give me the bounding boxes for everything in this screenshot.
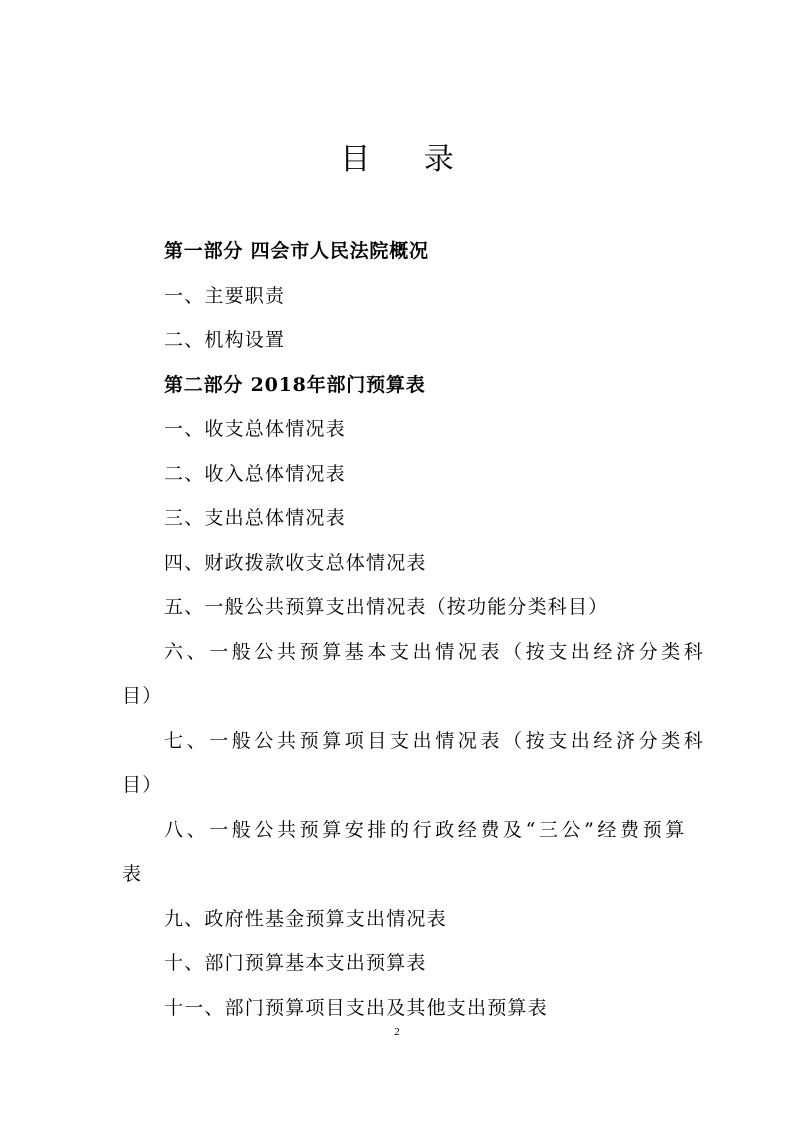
table-of-contents bbox=[122, 229, 707, 1030]
toc-item-general-budget-project-expenditure[interactable]: 七、一般公共预算项目支出情况表（按支出经济分类科 bbox=[164, 729, 707, 752]
toc-item-main-duties[interactable]: 一、主要职责 bbox=[164, 284, 286, 307]
toc-item-project-and-other-expenditure-budget[interactable]: 十一、部门预算项目支出及其他支出预算表 bbox=[164, 996, 548, 1019]
toc-item-expenditure-overview[interactable]: 三、支出总体情况表 bbox=[164, 507, 346, 529]
toc-item-revenue-overview[interactable]: 二、收入总体情况表 bbox=[164, 462, 346, 485]
toc-item-fiscal-appropriation-overview[interactable]: 四、财政拨款收支总体情况表 bbox=[164, 551, 427, 574]
toc-item-continuation[interactable]: 表 bbox=[122, 863, 143, 885]
toc-item-government-fund-expenditure[interactable]: 九、政府性基金预算支出情况表 bbox=[164, 907, 447, 930]
page-title: 目 录 bbox=[340, 142, 476, 177]
toc-item-organization[interactable]: 二、机构设置 bbox=[164, 329, 286, 351]
toc-item-general-budget-by-function[interactable]: 五、一般公共预算支出情况表（按功能分类科目） bbox=[164, 596, 609, 618]
toc-item-general-budget-basic-expenditure[interactable]: 六、一般公共预算基本支出情况表（按支出经济分类科 bbox=[164, 640, 707, 663]
page-number: 2 bbox=[394, 1026, 400, 1038]
toc-part-2[interactable]: 第二部分 2018年部门预算表 bbox=[164, 373, 426, 396]
toc-item-revenue-expenditure-overview[interactable]: 一、收支总体情况表 bbox=[164, 418, 346, 440]
toc-item-basic-expenditure-budget[interactable]: 十、部门预算基本支出预算表 bbox=[164, 952, 427, 974]
toc-part-1[interactable]: 第一部分 四会市人民法院概况 bbox=[164, 240, 429, 262]
toc-item-continuation[interactable]: 目） bbox=[122, 774, 163, 796]
toc-item-administrative-and-three-public-expenses[interactable]: 八、一般公共预算安排的行政经费及“三公”经费预算 bbox=[164, 818, 688, 841]
toc-item-continuation[interactable]: 目） bbox=[122, 685, 163, 707]
